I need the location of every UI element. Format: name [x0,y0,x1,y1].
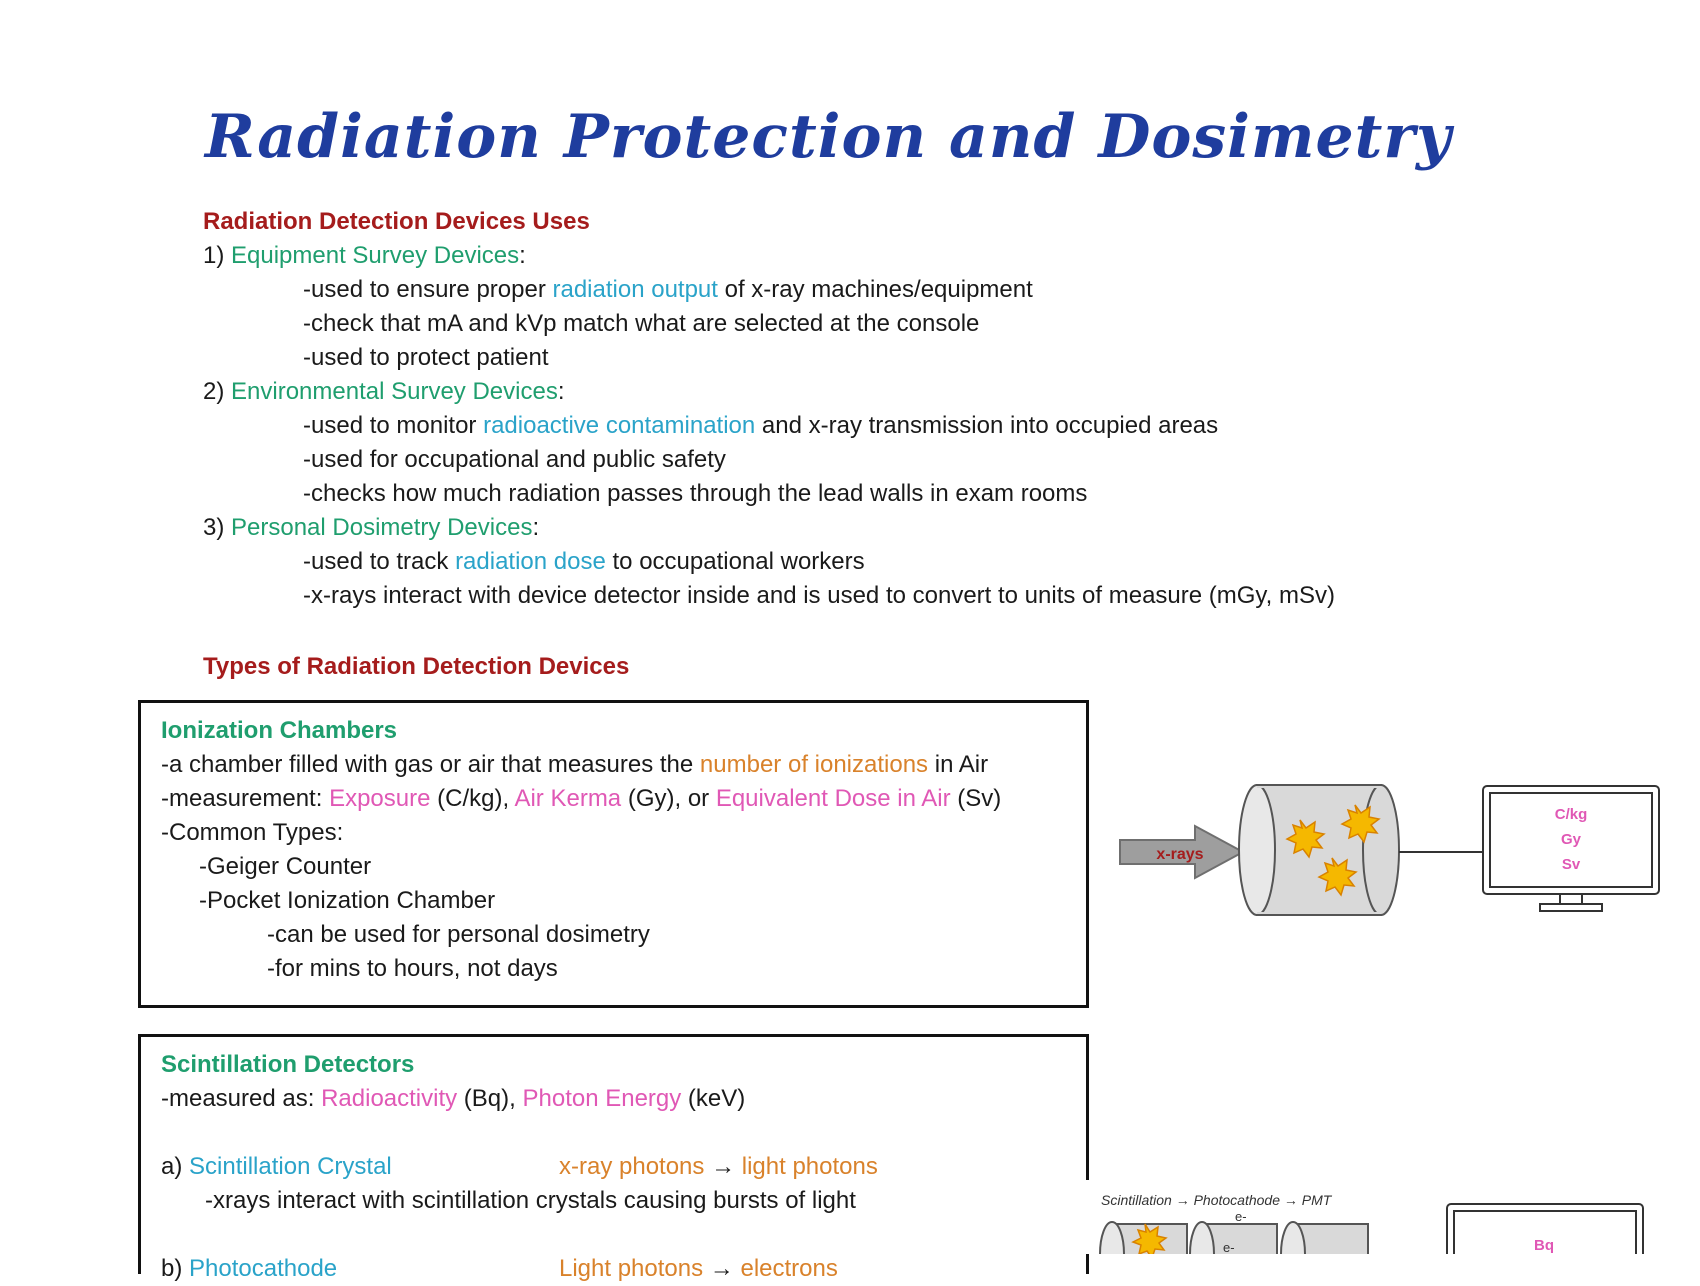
line-text: -measured as: [161,1085,322,1112]
pmt-icon [1281,1222,1368,1254]
item-colon: : [557,378,565,405]
ionization-diagram [1110,770,1670,920]
list-item-line [203,409,1335,443]
list-item-line [203,307,1335,341]
arrow-icon: → [711,1153,736,1180]
unit-text: (Bq), [457,1085,523,1112]
item-label: a) [161,1153,190,1180]
monitor-unit: Bq [1534,1237,1554,1254]
list-item-line [203,341,1335,375]
unit-text: (Gy), or [621,785,716,812]
unit-text: (keV) [681,1085,746,1112]
monitor-unit: Sv [1561,856,1581,873]
line-text: -used to protect patient [303,344,549,371]
list-item-personal [203,511,1335,545]
list-item-line [203,477,1335,511]
ionization-chambers-box [138,700,1089,1008]
item-colon: : [532,514,540,541]
arrow-icon: → [709,1255,734,1282]
monitor-unit: Gy [1560,831,1582,848]
line-text: -checks how much radiation passes through the lead walls in exam rooms [303,480,1088,507]
arrow-label: x-rays [1156,846,1204,863]
ion-line-1 [161,748,1001,782]
line-text: and x-ray transmission into occupied areas [755,412,1219,439]
item-colon: : [519,242,526,269]
ion-line-6: -can be used for personal dosimetry [267,921,650,948]
conversion-to: light photons [741,1153,878,1180]
list-item-environmental [203,375,1335,409]
highlight-term: radiation dose [455,548,606,575]
line-text: -a chamber filled with gas or air that measures the [161,751,700,778]
scint-item-b [161,1252,878,1286]
section-heading-types: Types of Radiation Detection Devices [203,653,630,680]
ion-line-3: -Common Types: [161,819,344,846]
list-item-line [203,273,1335,307]
monitor-icon [1483,786,1659,911]
line-text: to occupational workers [605,548,865,575]
unit-text: (C/kg), [430,785,515,812]
x-ray-arrow [1120,826,1243,878]
ion-line-5: -Pocket Ionization Chamber [199,887,496,914]
chamber-icon [1239,785,1399,915]
monitor-unit: C/kg [1554,806,1588,823]
monitor-icon [1447,1204,1643,1254]
ion-line-2 [161,782,1001,816]
highlight-term: Photon Energy [522,1085,682,1112]
diagram-caption: Scintillation → Photocathode → PMT [1101,1192,1332,1208]
line-text: of x-ray machines/equipment [717,276,1033,303]
conversion-from: x-ray photons [559,1153,705,1180]
section-heading-uses: Radiation Detection Devices Uses [203,208,590,235]
electron-label: e- [1223,1240,1235,1254]
item-name: Photocathode [189,1255,338,1282]
item-name: Personal Dosimetry Devices [231,514,533,541]
item-number: 1) [203,242,225,269]
unit-text: (Sv) [950,785,1002,812]
box-heading: Scintillation Detectors [161,1051,415,1078]
uses-list [203,239,1335,613]
line-text: -measurement: [161,785,330,812]
spacer [161,1116,878,1150]
item-name: Scintillation Crystal [189,1153,392,1180]
line-text: -used to ensure proper [303,276,553,303]
ion-line-7: -for mins to hours, not days [267,955,558,982]
conversion-from: Light photons [559,1255,704,1282]
item-name: Environmental Survey Devices [231,378,558,405]
ion-line-4: -Geiger Counter [199,853,372,880]
line-text: -used to track [303,548,456,575]
line-text: -check that mA and kVp match what are selected at the console [303,310,980,337]
highlight-term: Radioactivity [321,1085,458,1112]
line-text: in Air [928,751,989,778]
highlight-term: number of ionizations [699,751,929,778]
spacer [161,1218,878,1252]
scint-item-a [161,1150,878,1184]
list-item-line [203,545,1335,579]
scintillation-diagram [1085,1180,1685,1254]
list-item-equipment [203,239,1335,273]
line-text: -used to monitor [303,412,484,439]
scintillation-crystal-icon [1100,1222,1187,1254]
item-name: Equipment Survey Devices [231,242,520,269]
page-title: Radiation Protection and Dosimetry [205,102,1452,172]
item-number: 2) [203,378,225,405]
scint-line-desc: -xrays interact with scintillation crystals causing bursts of light [205,1187,856,1214]
item-label: b) [161,1255,190,1282]
conversion-to: electrons [740,1255,838,1282]
highlight-term: Equivalent Dose in Air [715,785,951,812]
highlight-term: Air Kerma [514,785,622,812]
scintillation-detectors-box [138,1034,1089,1282]
box-heading: Ionization Chambers [161,717,398,744]
scint-line-1 [161,1082,878,1116]
highlight-term: radioactive contamination [483,412,756,439]
item-number: 3) [203,514,225,541]
line-text: -used for occupational and public safety [303,446,726,473]
list-item-line [203,443,1335,477]
electron-label: e- [1235,1209,1247,1224]
highlight-term: Exposure [329,785,431,812]
list-item-line [203,579,1335,613]
highlight-term: radiation output [552,276,718,303]
line-text: -x-rays interact with device detector inside and is used to convert to units of measure (mGy, mSv) [303,582,1335,609]
